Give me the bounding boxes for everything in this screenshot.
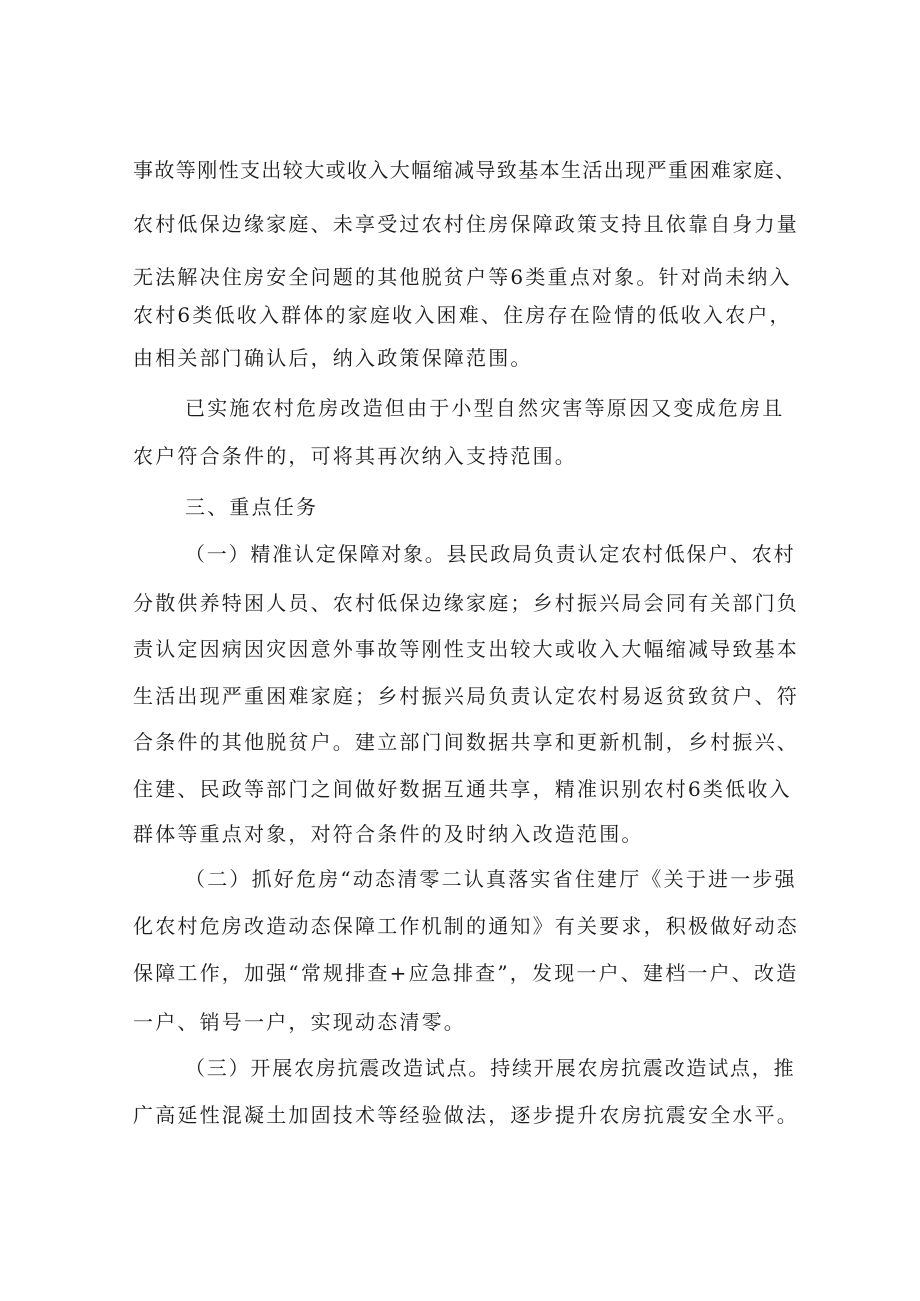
text-line: 化农村危房改造动态保障工作机制的通知》有关要求，积极做好动态 [133, 914, 799, 938]
text-line: 保障工作，加强“常规排查+应急排查”，发现一户、建档一户、改造 [133, 961, 799, 985]
text-line: 由相关部门确认后，纳入政策保障范围。 [133, 346, 533, 370]
text-line: 责认定因病因灾因意外事故等刚性支出较大或收入大幅缩减导致基本 [133, 637, 799, 661]
text-line: 农村6类低收入群体的家庭收入困难、住房存在险情的低收入农户， [133, 303, 792, 327]
text-line: 群体等重点对象，对符合条件的及时纳入改造范围。 [133, 822, 644, 846]
text-line: （三）开展农房抗震改造试点。持续开展农房抗震改造试点，推 [185, 1056, 796, 1080]
text-line: 合条件的其他脱贫户。建立部门间数据共享和更新机制，乡村振兴、 [133, 730, 799, 754]
text-line: （二）抓好危房“动态清零二认真落实省住建厅《关于进一步强 [185, 867, 797, 891]
text-line: 生活出现严重困难家庭；乡村振兴局负责认定农村易返贫致贫户、符 [133, 684, 799, 708]
text-line: 分散供养特困人员、农村低保边缘家庭；乡村振兴局会同有关部门负 [133, 591, 799, 615]
text-line: （一）精准认定保障对象。县民政局负责认定农村低保户、农村 [185, 542, 796, 566]
text-line: 无法解决住房安全问题的其他脱贫户等6类重点对象。针对尚未纳入 [133, 265, 792, 289]
text-line: 广高延性混凝土加固技术等经验做法，逐步提升农房抗震安全水平。 [133, 1103, 799, 1127]
text-line: 农户符合条件的，可将其再次纳入支持范围。 [133, 444, 577, 468]
text-line: 已实施农村危房改造但由于小型自然灾害等原因又变成危房且 [185, 396, 785, 420]
text-line: 住建、民政等部门之间做好数据互通共享，精准识别农村6类低收入 [133, 777, 792, 801]
text-line: 事故等刚性支出较大或收入大幅缩减导致基本生活出现严重困难家庭、 [133, 158, 797, 182]
text-line: 农村低保边缘家庭、未享受过农村住房保障政策支持且依靠自身力量 [133, 212, 799, 236]
section-heading: 三、重点任务 [185, 495, 319, 519]
text-line: 一户、销号一户，实现动态清零。 [133, 1010, 466, 1034]
